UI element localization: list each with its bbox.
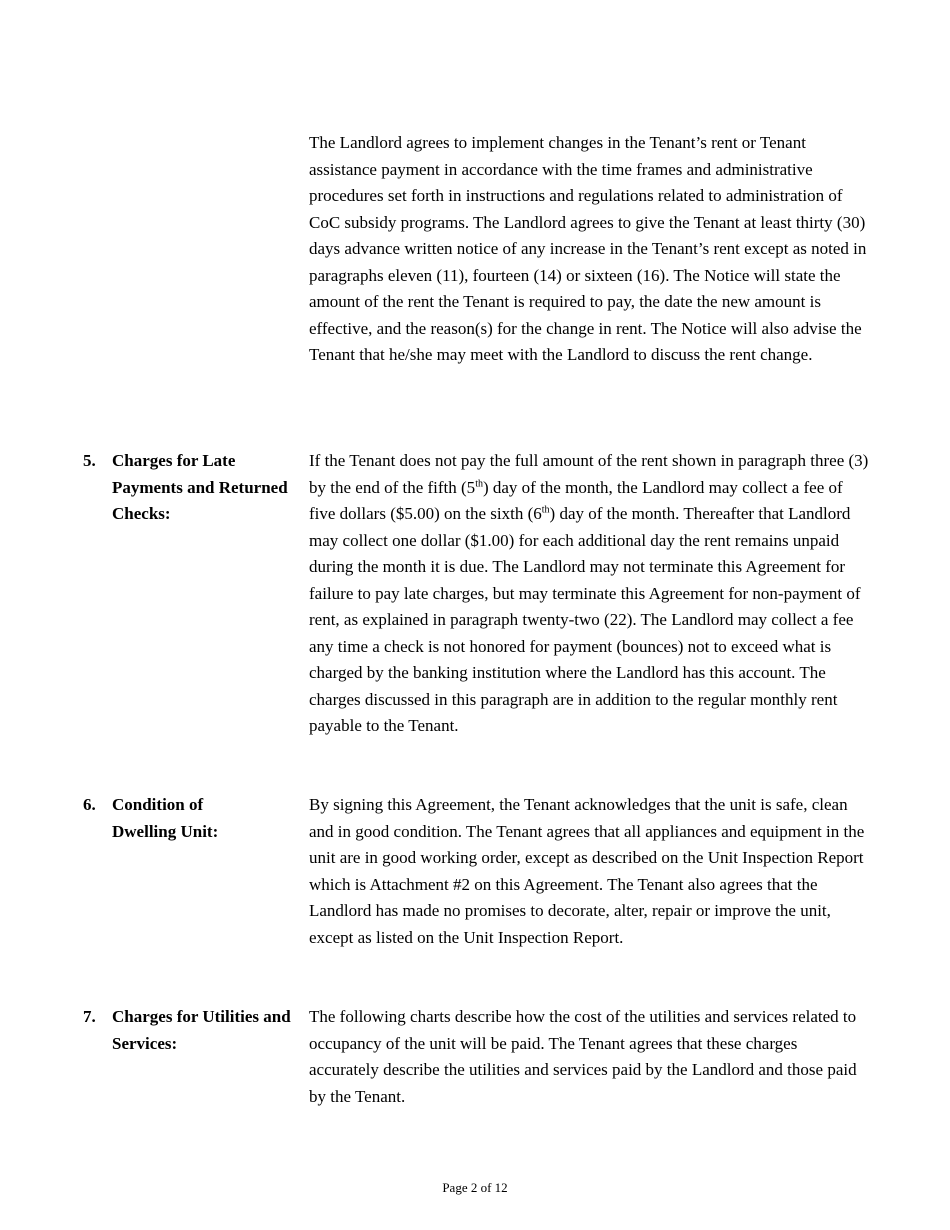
section-5-title: Charges for Late Payments and Returned Checks: <box>112 451 288 523</box>
section-5-paragraph <box>309 448 871 740</box>
section-7-number: 7. <box>83 1007 96 1026</box>
section-6-paragraph: By signing this Agreement, the Tenant acknowledges that the unit is safe, clean and in good condition. The Tenant agrees that all appliances and equipment in the unit are in good working order, except as described on the Unit Inspection Report which is Attachment #2 on this Agreement. The Tenant also agrees that the Landlord has made no promises to decorate, alter, repair or improve the unit, except as listed on the Unit Inspection Report. <box>309 795 865 947</box>
section-5-text-part3: ) day of the month. Thereafter that Landlord may collect one dollar ($1.00) for each additional day the rent remains unpaid during the month it is due. The Landlord may not terminate this Agreement for failure to pay late charges, but may terminate this Agreement for non-payment of rent, as explained in paragraph twenty-two (22). The Landlord may collect a fee any time a check is not honored for payment (bounces) not to exceed what is charged by the banking institution where the Landlord has this account. The charges discussed in this paragraph are in addition to the regular monthly rent payable to the Tenant. <box>309 504 861 735</box>
section-6-number: 6. <box>83 795 96 814</box>
section-5-sup1: th <box>475 477 483 489</box>
intro-paragraph: The Landlord agrees to implement changes in the Tenant’s rent or Tenant assistance payment in accordance with the time frames and administrative procedures set forth in instructions and regulations related to administration of CoC subsidy programs. The Landlord agrees to give the Tenant at least thirty (30) days advance written notice of any increase in the Tenant’s rent except as noted in paragraphs eleven (11), fourteen (14) or sixteen (16). The Notice will state the amount of the rent the Tenant is required to pay, the date the new amount is effective, and the reason(s) for the change in rent. The Notice will also advise the Tenant that he/she may meet with the Landlord to discuss the rent change. <box>309 133 867 364</box>
section-7-paragraph: The following charts describe how the cost of the utilities and services related to occupancy of the unit will be paid. The Tenant agrees that these charges accurately describe the utilities and services paid by the Landlord and those paid by the Tenant. <box>309 1007 857 1106</box>
section-7-title: Charges for Utilities and Services: <box>112 1007 291 1053</box>
section-6-title: Condition of Dwelling Unit: <box>112 795 219 841</box>
page-footer: Page 2 of 12 <box>442 1180 508 1195</box>
section-5-text-part1: If the Tenant does not pay the full amount of the rent shown in paragraph three (3) by the end of the fifth (5 <box>309 451 869 497</box>
section-5-sup2: th <box>541 504 550 516</box>
section-5-text-part2: ) day of the month, the Landlord may collect a fee of five dollars ($5.00) on the sixth (6 <box>309 477 843 523</box>
section-5-number: 5. <box>83 451 96 470</box>
